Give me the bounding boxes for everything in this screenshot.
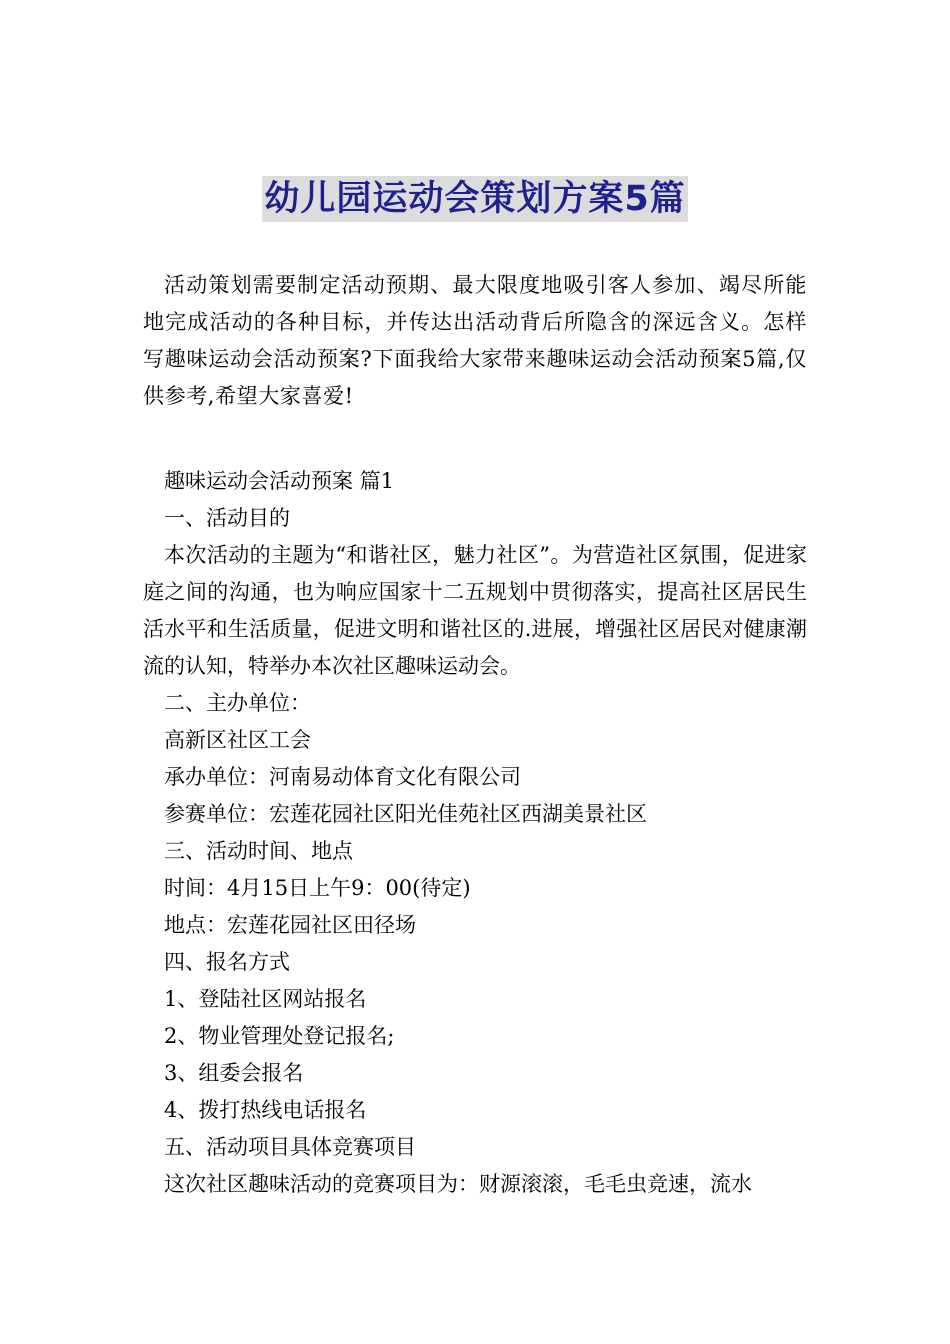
section-heading-signup: 四、报名方式: [164, 950, 290, 974]
list-item: 1、登陆社区网站报名: [164, 987, 367, 1011]
intro-paragraph: 活动策划需要制定活动预期、最大限度地吸引客人参加、竭尽所能地完成活动的各种目标，并传达出活动背后所隐含的深远含义。怎样写趣味运动会活动预案?下面我给大家带来趣味运动会活动预案5篇,仅供参考,希望大家喜爱!: [143, 273, 807, 408]
section-heading-organizer: 二、主办单位：: [164, 691, 311, 715]
section-heading-time-location: 三、活动时间、地点: [164, 839, 353, 863]
time-line: 时间：4月15日上午9：00(待定): [164, 876, 471, 900]
section-heading-events: 五、活动项目具体竞赛项目: [164, 1135, 416, 1159]
events-paragraph: 这次社区趣味活动的竞赛项目为：财源滚滚，毛毛虫竞速，流水: [164, 1172, 752, 1196]
list-item: 4、拨打热线电话报名: [164, 1098, 367, 1122]
spacer: [143, 415, 807, 452]
list-item: 3、组委会报名: [164, 1061, 304, 1085]
participants-line: 参赛单位：宏莲花园社区阳光佳苑社区西湖美景社区: [164, 802, 647, 826]
document-title: 幼儿园运动会策划方案5篇: [262, 176, 687, 222]
co-organizer-line: 承办单位：河南易动体育文化有限公司: [164, 765, 521, 789]
purpose-paragraph: 本次活动的主题为“和谐社区，魅力社区”。为营造社区氛围，促进家庭之间的沟通，也为响应国家十二五规划中贯彻落实，提高社区居民生活水平和生活质量，促进文明和谐社区的.进展，增强社区居民对健康潮流的认知，特举办本次社区趣味运动会。: [143, 543, 807, 678]
document-body: [143, 267, 807, 1203]
article-heading: 趣味运动会活动预案 篇1: [164, 469, 395, 493]
organizer-line: 高新区社区工会: [164, 728, 311, 752]
list-item: 2、物业管理处登记报名;: [164, 1024, 395, 1048]
section-heading-purpose: 一、活动目的: [164, 506, 290, 530]
location-line: 地点：宏莲花园社区田径场: [164, 913, 416, 937]
title-container: [0, 176, 950, 222]
